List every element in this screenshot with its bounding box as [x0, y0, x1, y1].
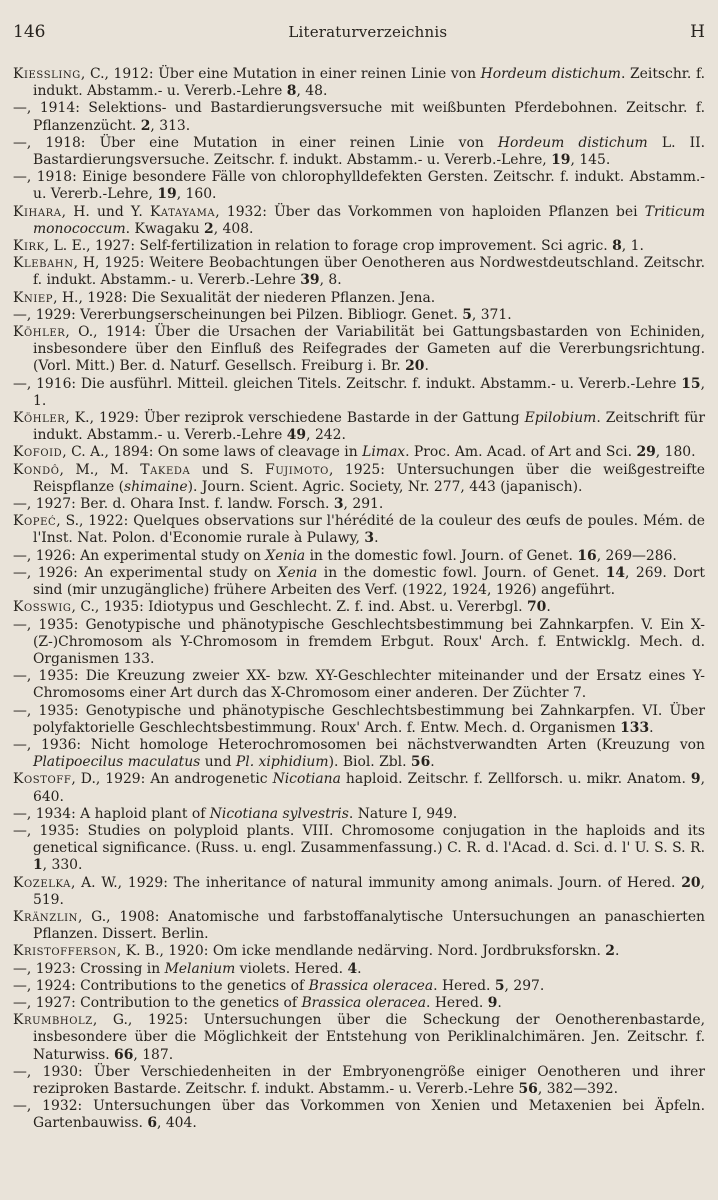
italic-term: Nicotiana — [272, 771, 341, 788]
reference-text: , 48. — [296, 83, 328, 100]
volume-number: 56 — [410, 754, 431, 771]
italic-term: Brassica oleracea — [308, 977, 434, 994]
reference-text: . — [430, 754, 435, 771]
reference-text: , 1. — [33, 375, 705, 409]
reference-entry — [13, 462, 705, 496]
reference-text: —, 1927: Ber. d. Ohara Inst. f. landw. Forsch. — [13, 496, 334, 513]
reference-text: , K. B., 1920: Om icke mendlande nedärving. Nord. Jordbruksforskn. — [116, 943, 606, 960]
author-name: Kristofferson — [13, 943, 117, 960]
reference-text: violets. Hered. — [235, 960, 348, 977]
reference-text: . Hered. — [433, 977, 495, 994]
reference-entry — [13, 290, 705, 307]
reference-entry — [13, 513, 705, 547]
reference-text: —, 1918: Einige besondere Fälle von chlorophylldefekten Gersten. Zeitschr. f. indukt. Abstamm.- u. Vererb.-Lehre, — [13, 169, 705, 203]
reference-text: , C., 1912: Über eine Mutation in einer reinen Linie von — [80, 66, 481, 82]
reference-text: , S., 1922: Quelques observations sur l'hérédité de la couleur des œufs de poules. Mém. de l'Inst. Nat. Polon. d'Economie rurale à Pulawy, — [33, 513, 705, 547]
volume-number: 3 — [333, 496, 344, 513]
reference-text: . Nature I, 949. — [348, 805, 458, 822]
reference-text: —, 1929: Vererbungserscheinungen bei Pilzen. Bibliogr. Genet. — [13, 306, 463, 323]
reference-entry — [13, 100, 705, 134]
reference-text: . — [614, 943, 620, 960]
section-letter: H — [690, 22, 705, 42]
reference-entry — [13, 771, 705, 805]
volume-number: 8 — [286, 83, 297, 100]
reference-text: , O., 1914: Über die Ursachen der Variabilität bei Gattungsbastarden von Echiniden, insbesondere über den Einfluß des Reifegrades der Gameten auf die Vererbungsrichtung. (Vorl. Mitt.) Ber. d. Naturf. Gesellsch. Freiburg i. Br. — [33, 324, 705, 375]
reference-text: . — [546, 599, 551, 616]
reference-entry — [13, 376, 705, 410]
volume-number: 3 — [364, 530, 375, 547]
reference-text: ). Journ. Scient. Agric. Society, Nr. 277, 443 (japanisch). — [187, 478, 583, 495]
author-name: Kozelka — [13, 874, 71, 891]
reference-entry — [13, 66, 705, 100]
reference-text: , C., 1935: Idiotypus und Geschlecht. Z. f. ind. Abst. u. Vererbgl. — [71, 599, 527, 616]
author-name: Köhler — [13, 324, 66, 341]
italic-term: Melanium — [164, 960, 236, 977]
page-header — [13, 22, 705, 42]
reference-text: . — [497, 994, 502, 1011]
reference-text: . — [357, 960, 362, 977]
reference-text: in the domestic fowl. Journ. of Genet. — [305, 547, 578, 564]
reference-text: haploid. Zeitschr. f. Zellforsch. u. mikr. Anatom. — [340, 771, 691, 788]
reference-text: , A. W., 1929: The inheritance of natural immunity among animals. Journ. of Hered. — [70, 874, 682, 891]
italic-term: Nicotiana sylvestris — [209, 805, 349, 822]
volume-number: 20 — [405, 358, 425, 375]
reference-entry — [13, 978, 705, 995]
reference-text: . — [374, 530, 379, 547]
volume-number: 39 — [300, 272, 320, 289]
volume-number: 9 — [487, 994, 498, 1011]
reference-text: , G., 1925: Untersuchungen über die Scheckung der Oenotherenbastarde, insbesondere über die Möglichkeit der Entstehung von Periklinalchimären. Jen. Zeitschr. f. Naturwiss. — [33, 1012, 705, 1063]
reference-text: und — [200, 754, 236, 771]
reference-entry — [13, 823, 705, 875]
reference-entry — [13, 238, 705, 255]
author-name: Kniep — [13, 289, 54, 306]
author-name: Kiessling — [13, 66, 81, 82]
reference-entry — [13, 617, 705, 669]
volume-number: 29 — [636, 444, 656, 461]
volume-number: 8 — [612, 238, 622, 255]
author-name: Kränzlin — [13, 908, 78, 925]
reference-text: , 8. — [319, 272, 342, 289]
reference-entry — [13, 307, 705, 324]
volume-number: 2 — [605, 943, 615, 960]
reference-text: —, 1924: Contributions to the genetics of — [13, 977, 309, 994]
author-name: Klebahn — [13, 255, 74, 272]
italic-term: Brassica oleracea — [301, 994, 426, 1011]
reference-text: . — [424, 358, 429, 375]
reference-list — [13, 66, 705, 1133]
reference-text: —, 1935: Genotypische und phänotypische Geschlechtsbestimmung bei Zahnkarpfen. VI. Über polyfaktorielle Geschlechtsbestimmung. Roux' Arch. f. Entw. Mech. d. Organismen — [13, 702, 705, 736]
reference-text: —, 1926: An experimental study on — [13, 564, 278, 581]
reference-entry — [13, 961, 705, 978]
reference-text: —, 1916: Die ausführl. Mitteil. gleichen Titels. Zeitschr. f. indukt. Abstamm.- u. Vererb.-Lehre — [13, 375, 682, 392]
italic-term: Epilobium — [524, 410, 597, 427]
reference-entry — [13, 806, 705, 823]
reference-text: —, 1934: A haploid plant of — [13, 805, 210, 822]
volume-number: 4 — [347, 960, 358, 977]
page-number: 146 — [13, 22, 46, 42]
volume-number: 70 — [526, 599, 547, 616]
reference-text: , 180. — [655, 444, 696, 461]
reference-text: , D., 1929: An androgenetic — [71, 771, 273, 788]
reference-entry — [13, 410, 705, 444]
volume-number: 2 — [140, 117, 151, 134]
italic-term: shimaine — [124, 478, 188, 495]
reference-text: . Proc. Am. Acad. of Art and Sci. — [405, 444, 637, 461]
reference-entry — [13, 496, 705, 513]
reference-entry — [13, 135, 705, 169]
volume-number: 56 — [518, 1080, 538, 1097]
author-name: Kirk — [13, 238, 45, 255]
reference-entry — [13, 875, 705, 909]
reference-text: , H., 1928: Die Sexualität der niederen Pflanzen. Jena. — [53, 289, 436, 306]
reference-text: , 160. — [176, 186, 217, 203]
author-name: Kofoid — [13, 444, 63, 461]
reference-text: , C. A., 1894: On some laws of cleavage in — [62, 444, 363, 461]
author-name: Fujimoto — [265, 461, 329, 478]
volume-number: 19 — [551, 152, 571, 169]
reference-text: , H. und Y. — [61, 203, 150, 220]
reference-text: , M., M. — [59, 461, 141, 478]
running-title: Literaturverzeichnis — [288, 23, 448, 41]
reference-entry — [13, 737, 705, 771]
volume-number: 14 — [605, 564, 626, 581]
reference-text: . Kwagaku — [125, 220, 205, 237]
reference-text: —, 1927: Contribution to the genetics of — [13, 994, 302, 1011]
reference-text: , 404. — [156, 1115, 197, 1132]
volume-number: 9 — [690, 771, 701, 788]
reference-text: , 330. — [42, 857, 83, 874]
reference-entry — [13, 703, 705, 737]
reference-text: . Zeitschr. f. indukt. Abstamm.- u. Vererb.-Lehre — [33, 66, 706, 100]
reference-entry — [13, 668, 705, 702]
author-name: Krumbholz — [13, 1012, 93, 1029]
reference-entry — [13, 169, 705, 203]
reference-text: , 371. — [471, 306, 512, 323]
volume-number: 20 — [681, 874, 701, 891]
author-name: Kostoff — [13, 771, 72, 788]
italic-term: Xenia — [277, 564, 318, 581]
volume-number: 16 — [577, 547, 597, 564]
author-name: Kosswig — [13, 599, 72, 616]
author-name: Takeda — [140, 461, 191, 478]
reference-text: , H, 1925: Weitere Beobachtungen über Oenotheren aus Nordwestdeutschland. Zeitschr. f. indukt. Abstamm.- u. Vererb.-Lehre — [33, 255, 705, 289]
reference-text: ). Biol. Zbl. — [328, 754, 411, 771]
italic-term: Hordeum distichum — [480, 66, 621, 82]
reference-entry — [13, 324, 705, 376]
volume-number: 19 — [157, 186, 177, 203]
reference-entry — [13, 1064, 705, 1098]
volume-number: 15 — [681, 375, 701, 392]
author-name: Köhler — [13, 410, 66, 427]
reference-entry — [13, 599, 705, 616]
reference-text: , 297. — [504, 977, 545, 994]
reference-text: —, 1918: Über eine Mutation in einer reinen Linie von — [13, 134, 498, 151]
italic-term: Limax — [362, 444, 406, 461]
reference-text: , 313. — [150, 117, 191, 134]
reference-text: , 1. — [621, 238, 644, 255]
author-name: Kondô — [13, 461, 60, 478]
reference-text: , 291. — [343, 496, 384, 513]
author-name: Kopeć — [13, 513, 57, 530]
italic-term: Triticum monococcum — [33, 203, 705, 237]
volume-number: 133 — [620, 719, 650, 736]
reference-entry — [13, 255, 705, 289]
reference-text: , 269—286. — [596, 547, 677, 564]
reference-text: —, 1936: Nicht homologe Heterochromosomen bei nächstverwandten Arten (Kreuzung von — [13, 736, 705, 753]
reference-text: . — [649, 719, 654, 736]
reference-entry — [13, 909, 705, 943]
reference-text: —, 1935: Genotypische und phänotypische Geschlechtsbestimmung bei Zahnkarpfen. V. Ein X-(Z-)Chromosom als Y-Chromosom in fremdem Erbgut. Roux' Arch. f. Entwicklg. Mech. d. Organismen 133. — [13, 616, 705, 667]
reference-text: , K., 1929: Über reziprok verschiedene Bastarde in der Gattung — [65, 410, 525, 427]
reference-entry — [13, 995, 705, 1012]
reference-text: —, 1935: Die Kreuzung zweier XX- bzw. XY-Geschlechter miteinander und der Ersatz eines Y-Chromosoms einer Art durch das X-Chromosom einer anderen. Der Züchter 7. — [13, 668, 705, 702]
reference-text: und S. — [190, 461, 266, 478]
volume-number: 5 — [462, 306, 472, 323]
reference-text: , 145. — [570, 152, 611, 169]
reference-text: , 1925: Untersuchungen über die weißgestreifte Reispflanze ( — [33, 461, 706, 495]
reference-entry — [13, 1012, 705, 1064]
reference-text: —, 1932: Untersuchungen über das Vorkommen von Xenien und Metaxenien bei Äpfeln. Gartenbauwiss. — [13, 1098, 705, 1132]
reference-entry — [13, 204, 705, 238]
italic-term: Hordeum distichum — [497, 134, 648, 151]
reference-text: , G., 1908: Anatomische und farbstoffanalytische Untersuchungen an panaschierten Pflanzen. Dissert. Berlin. — [33, 908, 705, 943]
reference-text: . Hered. — [425, 994, 488, 1011]
italic-term: Platipoecilus maculatus — [33, 754, 201, 771]
volume-number: 6 — [147, 1115, 157, 1132]
reference-text: , L. E., 1927: Self-fertilization in relation to forage crop improvement. Sci agric. — [44, 238, 613, 255]
reference-text: , 242. — [306, 427, 346, 444]
reference-text: , 382—392. — [537, 1080, 619, 1097]
reference-text: , 408. — [213, 220, 254, 237]
reference-entry — [13, 943, 705, 960]
reference-text: —, 1930: Über Verschiedenheiten in der Embryonengröße einiger Oenotheren und ihrer reziproken Bastarde. Zeitschr. f. indukt. Abstamm.- u. Vererb.-Lehre — [13, 1063, 705, 1097]
reference-entry — [13, 444, 705, 461]
reference-entry — [13, 565, 705, 599]
reference-entry — [13, 548, 705, 565]
reference-text: , 187. — [133, 1046, 174, 1063]
reference-text: —, 1923: Crossing in — [13, 960, 165, 977]
author-name: Kihara — [13, 203, 62, 220]
reference-text: —, 1935: Studies on polyploid plants. VIII. Chromosome conjugation in the haploids and its genetical significance. (Russ. u. engl. Zusammenfassung.) C. R. d. l'Acad. d. Sci. d. l' U. S. S. R. — [13, 822, 705, 857]
reference-text: —, 1914: Selektions- und Bastardierungsversuche mit weißbunten Pferdebohnen. Zeitschr. f. Pflanzenzücht. — [13, 100, 705, 134]
reference-text: L. II. Bastardierungsversuche. Zeitschr. f. indukt. Abstamm.- u. Vererb.-Lehre, — [33, 134, 706, 169]
volume-number: 5 — [494, 977, 505, 994]
volume-number: 66 — [114, 1046, 134, 1063]
italic-term: Xenia — [265, 547, 306, 564]
volume-number: 49 — [286, 427, 307, 444]
reference-text: . Zeitschrift für indukt. Abstamm.- u. Vererb.-Lehre — [33, 410, 706, 444]
author-name: Katayama — [149, 203, 216, 220]
volume-number: 1 — [33, 857, 43, 874]
reference-text: , 640. — [33, 771, 705, 805]
reference-text: , 1932: Über das Vorkommen von haploiden Pflanzen bei — [215, 203, 645, 220]
reference-text: in the domestic fowl. Journ. of Genet. — [317, 564, 606, 581]
reference-text: —, 1926: An experimental study on — [13, 547, 266, 564]
reference-entry — [13, 1098, 705, 1132]
volume-number: 2 — [204, 220, 214, 237]
reference-text: , 519. — [33, 874, 705, 908]
italic-term: Pl. xiphidium — [235, 754, 329, 771]
reference-text: , 269. Dort sind (mir unzugängliche) frühere Arbeiten des Verf. (1922, 1924, 1926) angeführt. — [33, 564, 705, 599]
